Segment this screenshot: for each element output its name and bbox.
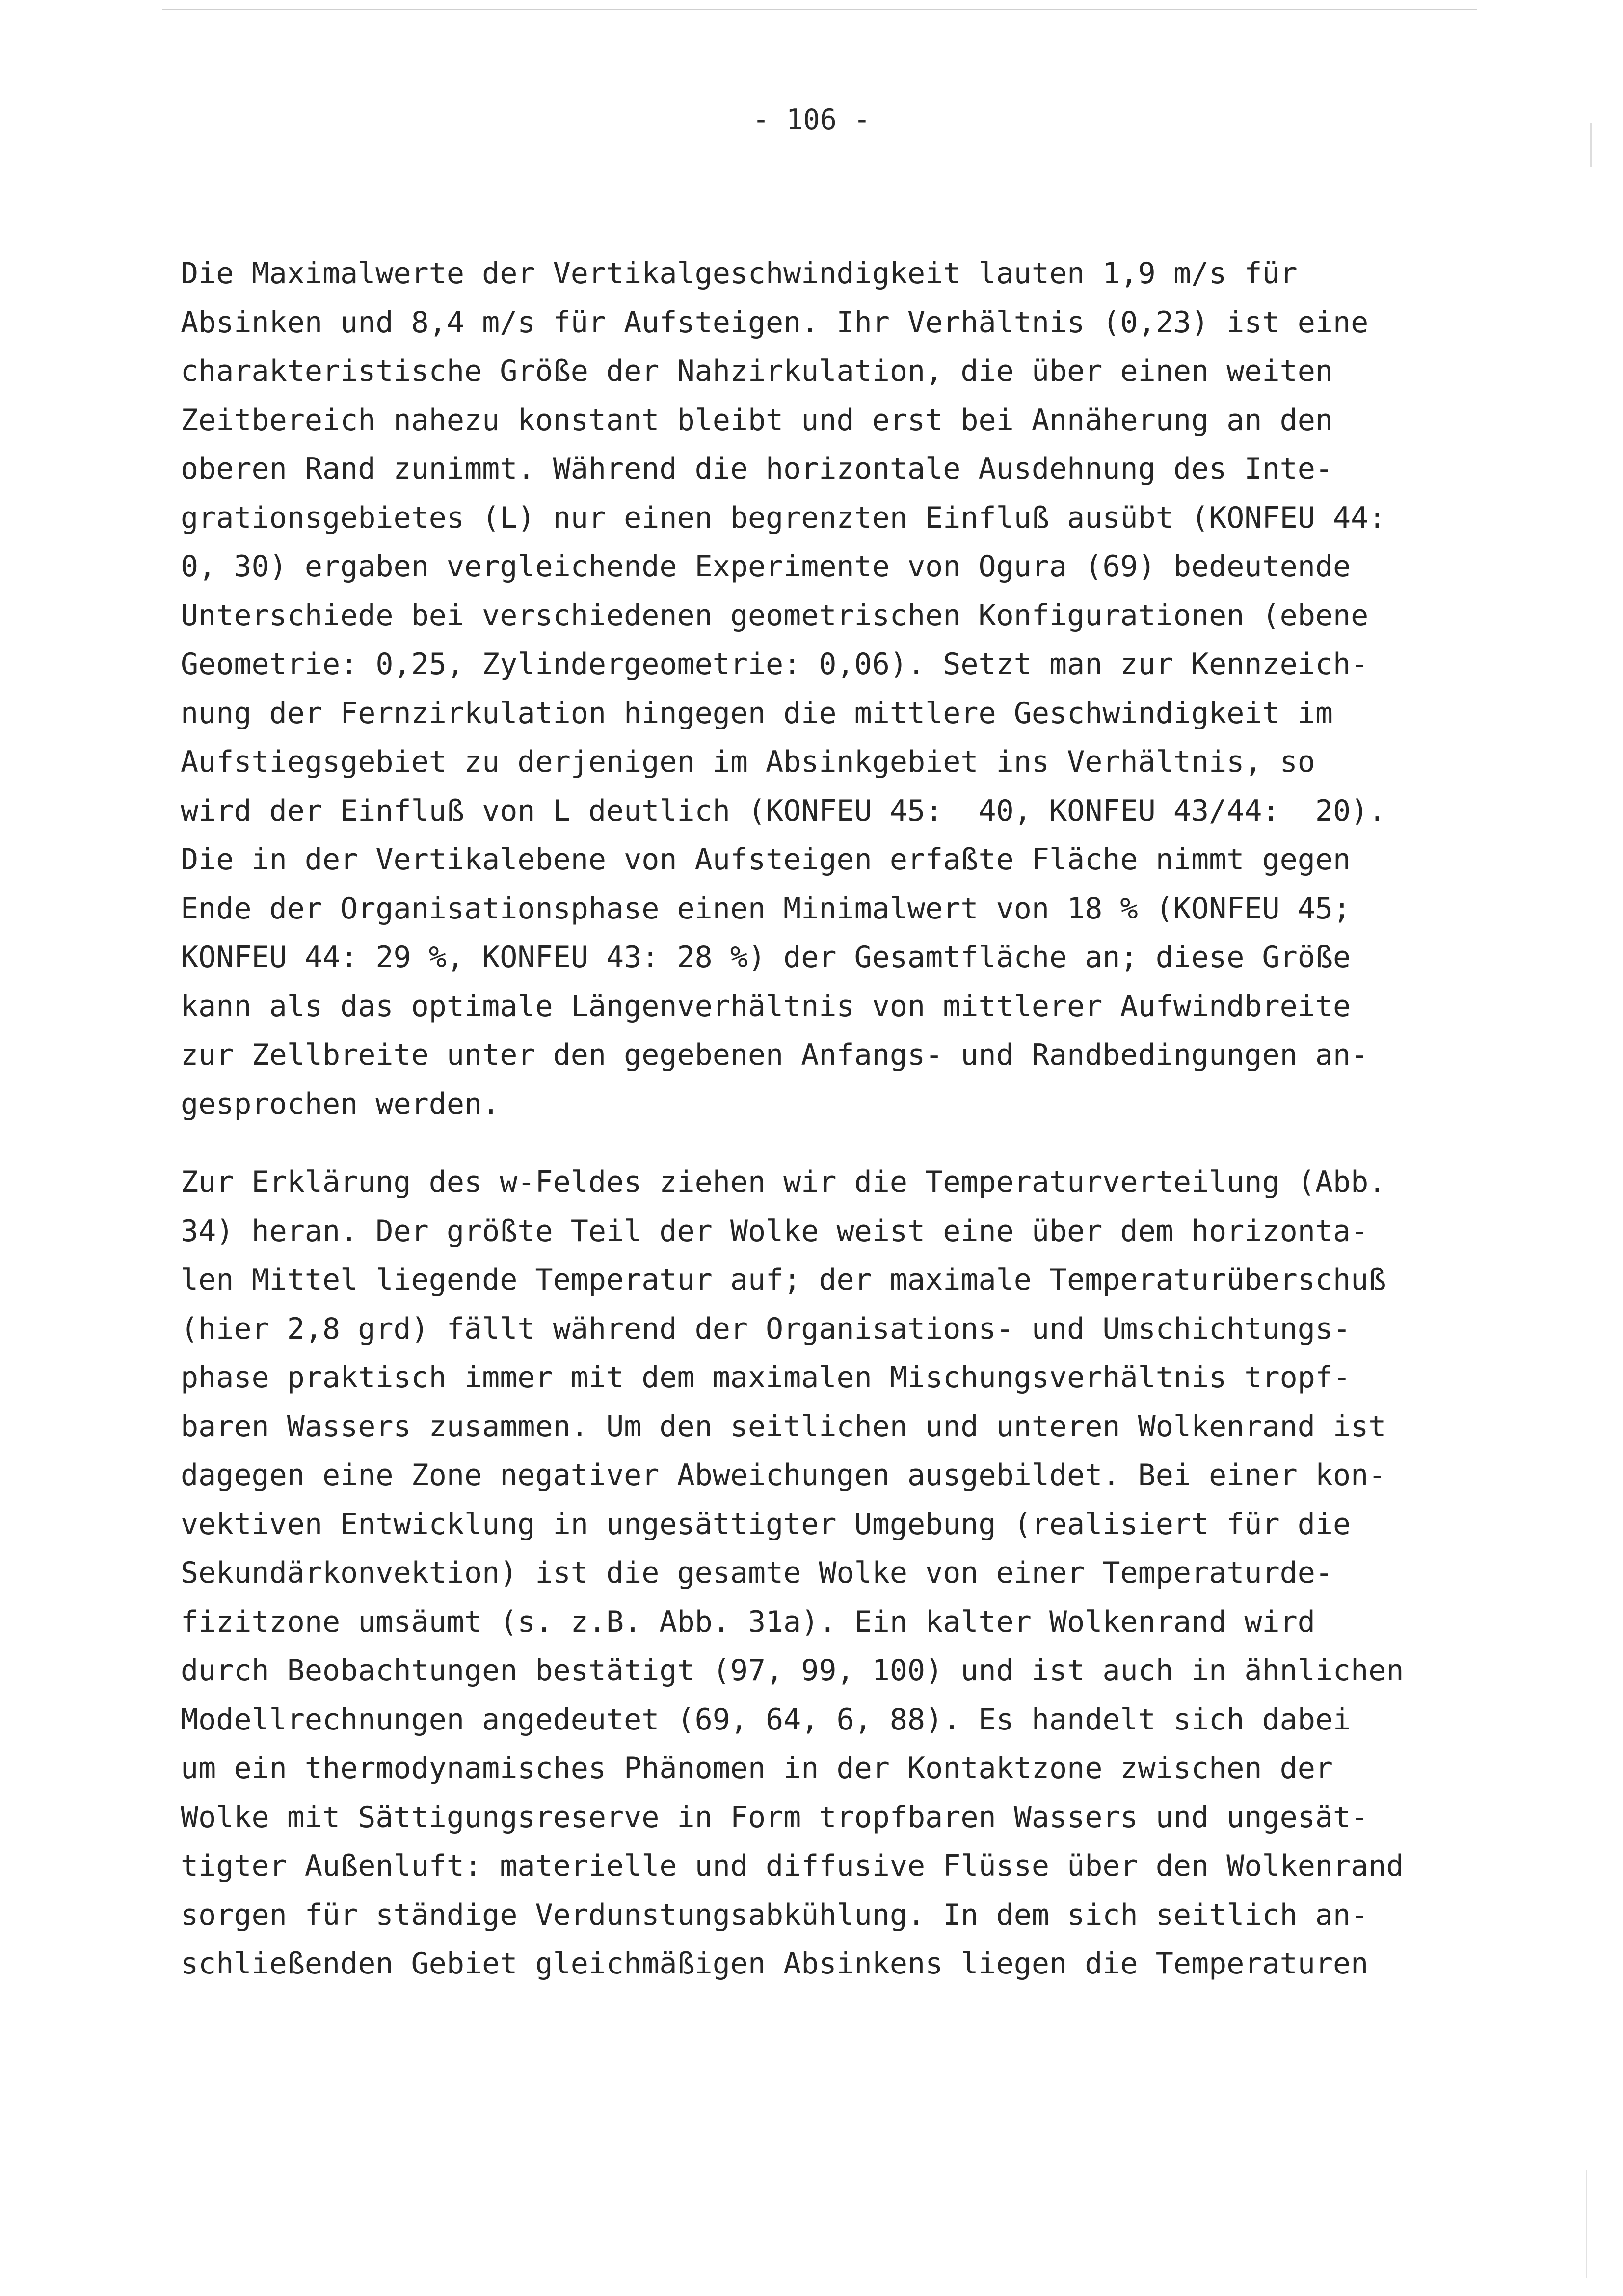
text-line: schließenden Gebiet gleichmäßigen Absinkens liegen die Temperaturen [181, 1946, 1369, 1981]
text-line: zur Zellbreite unter den gegebenen Anfangs- und Randbedingungen an- [181, 1038, 1369, 1072]
text-line: vektiven Entwicklung in ungesättigter Umgebung (realisiert für die [181, 1507, 1351, 1541]
text-line: baren Wassers zusammen. Um den seitlichen und unteren Wolkenrand ist [181, 1409, 1386, 1444]
text-line: phase praktisch immer mit dem maximalen Mischungsverhältnis tropf- [181, 1360, 1351, 1395]
text-line: 0, 30) ergaben vergleichende Experimente von Ogura (69) bedeutende [181, 549, 1351, 584]
text-line: Die in der Vertikalebene von Aufsteigen erfaßte Fläche nimmt gegen [181, 842, 1351, 877]
text-line: Geometrie: 0,25, Zylindergeometrie: 0,06). Setzt man zur Kennzeich- [181, 647, 1369, 681]
text-line: Aufstiegsgebiet zu derjenigen im Absinkgebiet ins Verhältnis, so [181, 745, 1315, 779]
text-line: fizitzone umsäumt (s. z.B. Abb. 31a). Ein kalter Wolkenrand wird [181, 1604, 1315, 1639]
text-line: kann als das optimale Längenverhältnis von mittlerer Aufwindbreite [181, 989, 1351, 1024]
text-line: len Mittel liegende Temperatur auf; der maximale Temperaturüberschuß [181, 1263, 1386, 1297]
text-line: 34) heran. Der größte Teil der Wolke weist eine über dem horizonta- [181, 1214, 1369, 1248]
scan-top-edge-line [162, 9, 1477, 10]
text-line: grationsgebietes (L) nur einen begrenzten Einfluß ausübt (KONFEU 44: [181, 500, 1386, 535]
text-line: sorgen für ständige Verdunstungsabkühlung. In dem sich seitlich an- [181, 1897, 1369, 1932]
text-line: Zeitbereich nahezu konstant bleibt und erst bei Annäherung an den [181, 403, 1333, 437]
text-line: oberen Rand zunimmt. Während die horizontale Ausdehnung des Inte- [181, 452, 1333, 486]
text-line: Absinken und 8,4 m/s für Aufsteigen. Ihr Verhältnis (0,23) ist eine [181, 305, 1369, 340]
text-line: Sekundärkonvektion) ist die gesamte Wolke von einer Temperaturde- [181, 1556, 1333, 1590]
text-line: Unterschiede bei verschiedenen geometrischen Konfigurationen (ebene [181, 598, 1369, 633]
text-line: (hier 2,8 grd) fällt während der Organisations- und Umschichtungs- [181, 1311, 1351, 1346]
text-line: charakteristische Größe der Nahzirkulation, die über einen weiten [181, 354, 1333, 388]
text-line: Wolke mit Sättigungsreserve in Form tropfbaren Wassers und ungesät- [181, 1800, 1369, 1835]
text-line: gesprochen werden. [181, 1086, 500, 1121]
text-line: KONFEU 44: 29 %, KONFEU 43: 28 %) der Gesamtfläche an; diese Größe [181, 940, 1351, 974]
text-line: wird der Einfluß von L deutlich (KONFEU 45: 40, KONFEU 43/44: 20). [181, 793, 1386, 828]
scan-right-edge-mark-lower [1586, 2170, 1587, 2278]
text-line: um ein thermodynamisches Phänomen in der Kontaktzone zwischen der [181, 1751, 1333, 1785]
paragraph-vertical-velocity [181, 249, 1516, 1129]
text-line: Modellrechnungen angedeutet (69, 64, 6, 88). Es handelt sich dabei [181, 1702, 1351, 1737]
text-line: dagegen eine Zone negativer Abweichungen ausgebildet. Bei einer kon- [181, 1458, 1386, 1492]
text-line: durch Beobachtungen bestätigt (97, 99, 100) und ist auch in ähnlichen [181, 1653, 1404, 1688]
text-line: tigter Außenluft: materielle und diffusive Flüsse über den Wolkenrand [181, 1849, 1404, 1883]
page-number: - 106 - [752, 104, 871, 136]
text-line: Die Maximalwerte der Vertikalgeschwindigkeit lauten 1,9 m/s für [181, 256, 1298, 291]
text-line: Ende der Organisationsphase einen Minimalwert von 18 % (KONFEU 45; [181, 891, 1351, 926]
text-line: Zur Erklärung des w-Feldes ziehen wir die Temperaturverteilung (Abb. [181, 1165, 1386, 1199]
paragraph-temperature-distribution [181, 1158, 1516, 1989]
text-line: nung der Fernzirkulation hingegen die mittlere Geschwindigkeit im [181, 696, 1333, 730]
